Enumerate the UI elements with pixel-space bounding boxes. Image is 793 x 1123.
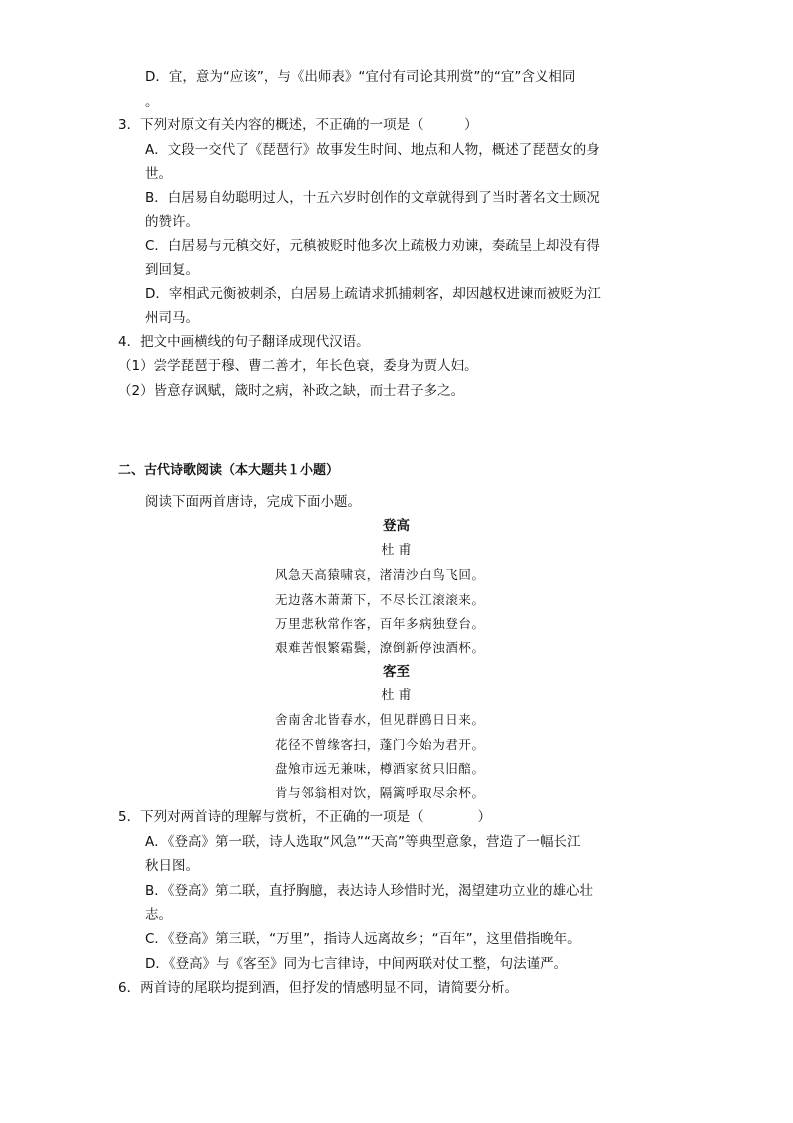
section-intro: 阅读下面两首唐诗，完成下面小题。 (145, 494, 361, 510)
poem1-line-3: 万里悲秋常作客，百年多病独登台。 (275, 616, 485, 631)
q5-option-d: D．《登高》与《客至》同为七言律诗，中间两联对仗工整，句法谨严。 (145, 956, 568, 972)
poem2-title: 客至 (383, 664, 410, 680)
q4-stem: 4．把文中画横线的句子翻译成现代汉语。 (118, 334, 370, 350)
q5-option-a-line2: 秋日图。 (145, 858, 199, 874)
q3-stem: 3．下列对原文有关内容的概述，不正确的一项是（ ） (118, 117, 478, 133)
q3-option-a-line2: 世。 (145, 166, 172, 182)
q5-option-b-line1: B．《登高》第二联，直抒胸臆，表达诗人珍惜时光，渴望建功立业的雄心壮 (145, 883, 594, 899)
q5-option-c: C．《登高》第三联，“万里”，指诗人远离故乡；“百年”，这里借指晚年。 (145, 931, 581, 947)
q6-stem: 6．两首诗的尾联均提到酒，但抒发的情感明显不同，请简要分析。 (118, 980, 519, 996)
q4-sentence-1: （1）尝学琵琶于穆、曹二善才，年长色衰，委身为贾人妇。 (118, 358, 478, 374)
q3-option-d-line1: D．宰相武元衡被刺杀，白居易上疏请求抓捕刺客，却因越权进谏而被贬为江 (145, 286, 601, 302)
q3-option-c-line1: C．白居易与元稹交好，元稹被贬时他多次上疏极力劝谏，奏疏呈上却没有得 (145, 238, 600, 254)
poem1-author: 杜 甫 (381, 543, 412, 558)
poem2-line-3: 盘飧市远无兼味，樽酒家贫只旧醅。 (275, 761, 485, 776)
q2-option-d-line1: D．宜，意为“应该”，与《出师表》“宜付有司论其刑赏”的“宜”含义相同 (145, 69, 576, 85)
poem1-line-1: 风急天高猿啸哀，渚清沙白鸟飞回。 (275, 567, 485, 582)
q3-option-d-line2: 州司马。 (145, 310, 199, 326)
q3-option-b-line2: 的赞许。 (145, 214, 199, 230)
poem2-line-1: 舍南舍北皆春水，但见群鸥日日来。 (275, 712, 485, 727)
poem1-line-4: 艰难苦恨繁霜鬓，潦倒新停浊酒杯。 (275, 640, 485, 655)
q5-stem: 5．下列对两首诗的理解与赏析，不正确的一项是（ ） (118, 809, 492, 825)
poem2-line-4: 肯与邻翁相对饮，隔篱呼取尽余杯。 (275, 785, 485, 800)
section-heading: 二、古代诗歌阅读（本大题共１小题） (118, 463, 340, 478)
q3-option-c-line2: 到回复。 (145, 262, 199, 278)
q3-option-a-line1: A．文段一交代了《琵琶行》故事发生时间、地点和人物，概述了琵琶女的身 (145, 142, 600, 158)
poem1-title: 登高 (383, 518, 410, 534)
q2-option-d-line2: 。 (145, 94, 159, 110)
q5-option-a-line1: A．《登高》第一联，诗人选取“风急”“天高”等典型意象，营造了一幅长江 (145, 834, 581, 850)
q4-sentence-2: （2）皆意存讽赋，箴时之病，补政之缺，而士君子多之。 (118, 383, 465, 399)
poem2-author: 杜 甫 (381, 688, 412, 703)
q3-option-b-line1: B．白居易自幼聪明过人，十五六岁时创作的文章就得到了当时著名文士顾况 (145, 190, 600, 206)
poem2-line-2: 花径不曾缘客扫，蓬门今始为君开。 (275, 737, 485, 752)
q5-option-b-line2: 志。 (145, 907, 172, 923)
poem1-line-2: 无边落木萧萧下，不尽长江滚滚来。 (275, 592, 485, 607)
